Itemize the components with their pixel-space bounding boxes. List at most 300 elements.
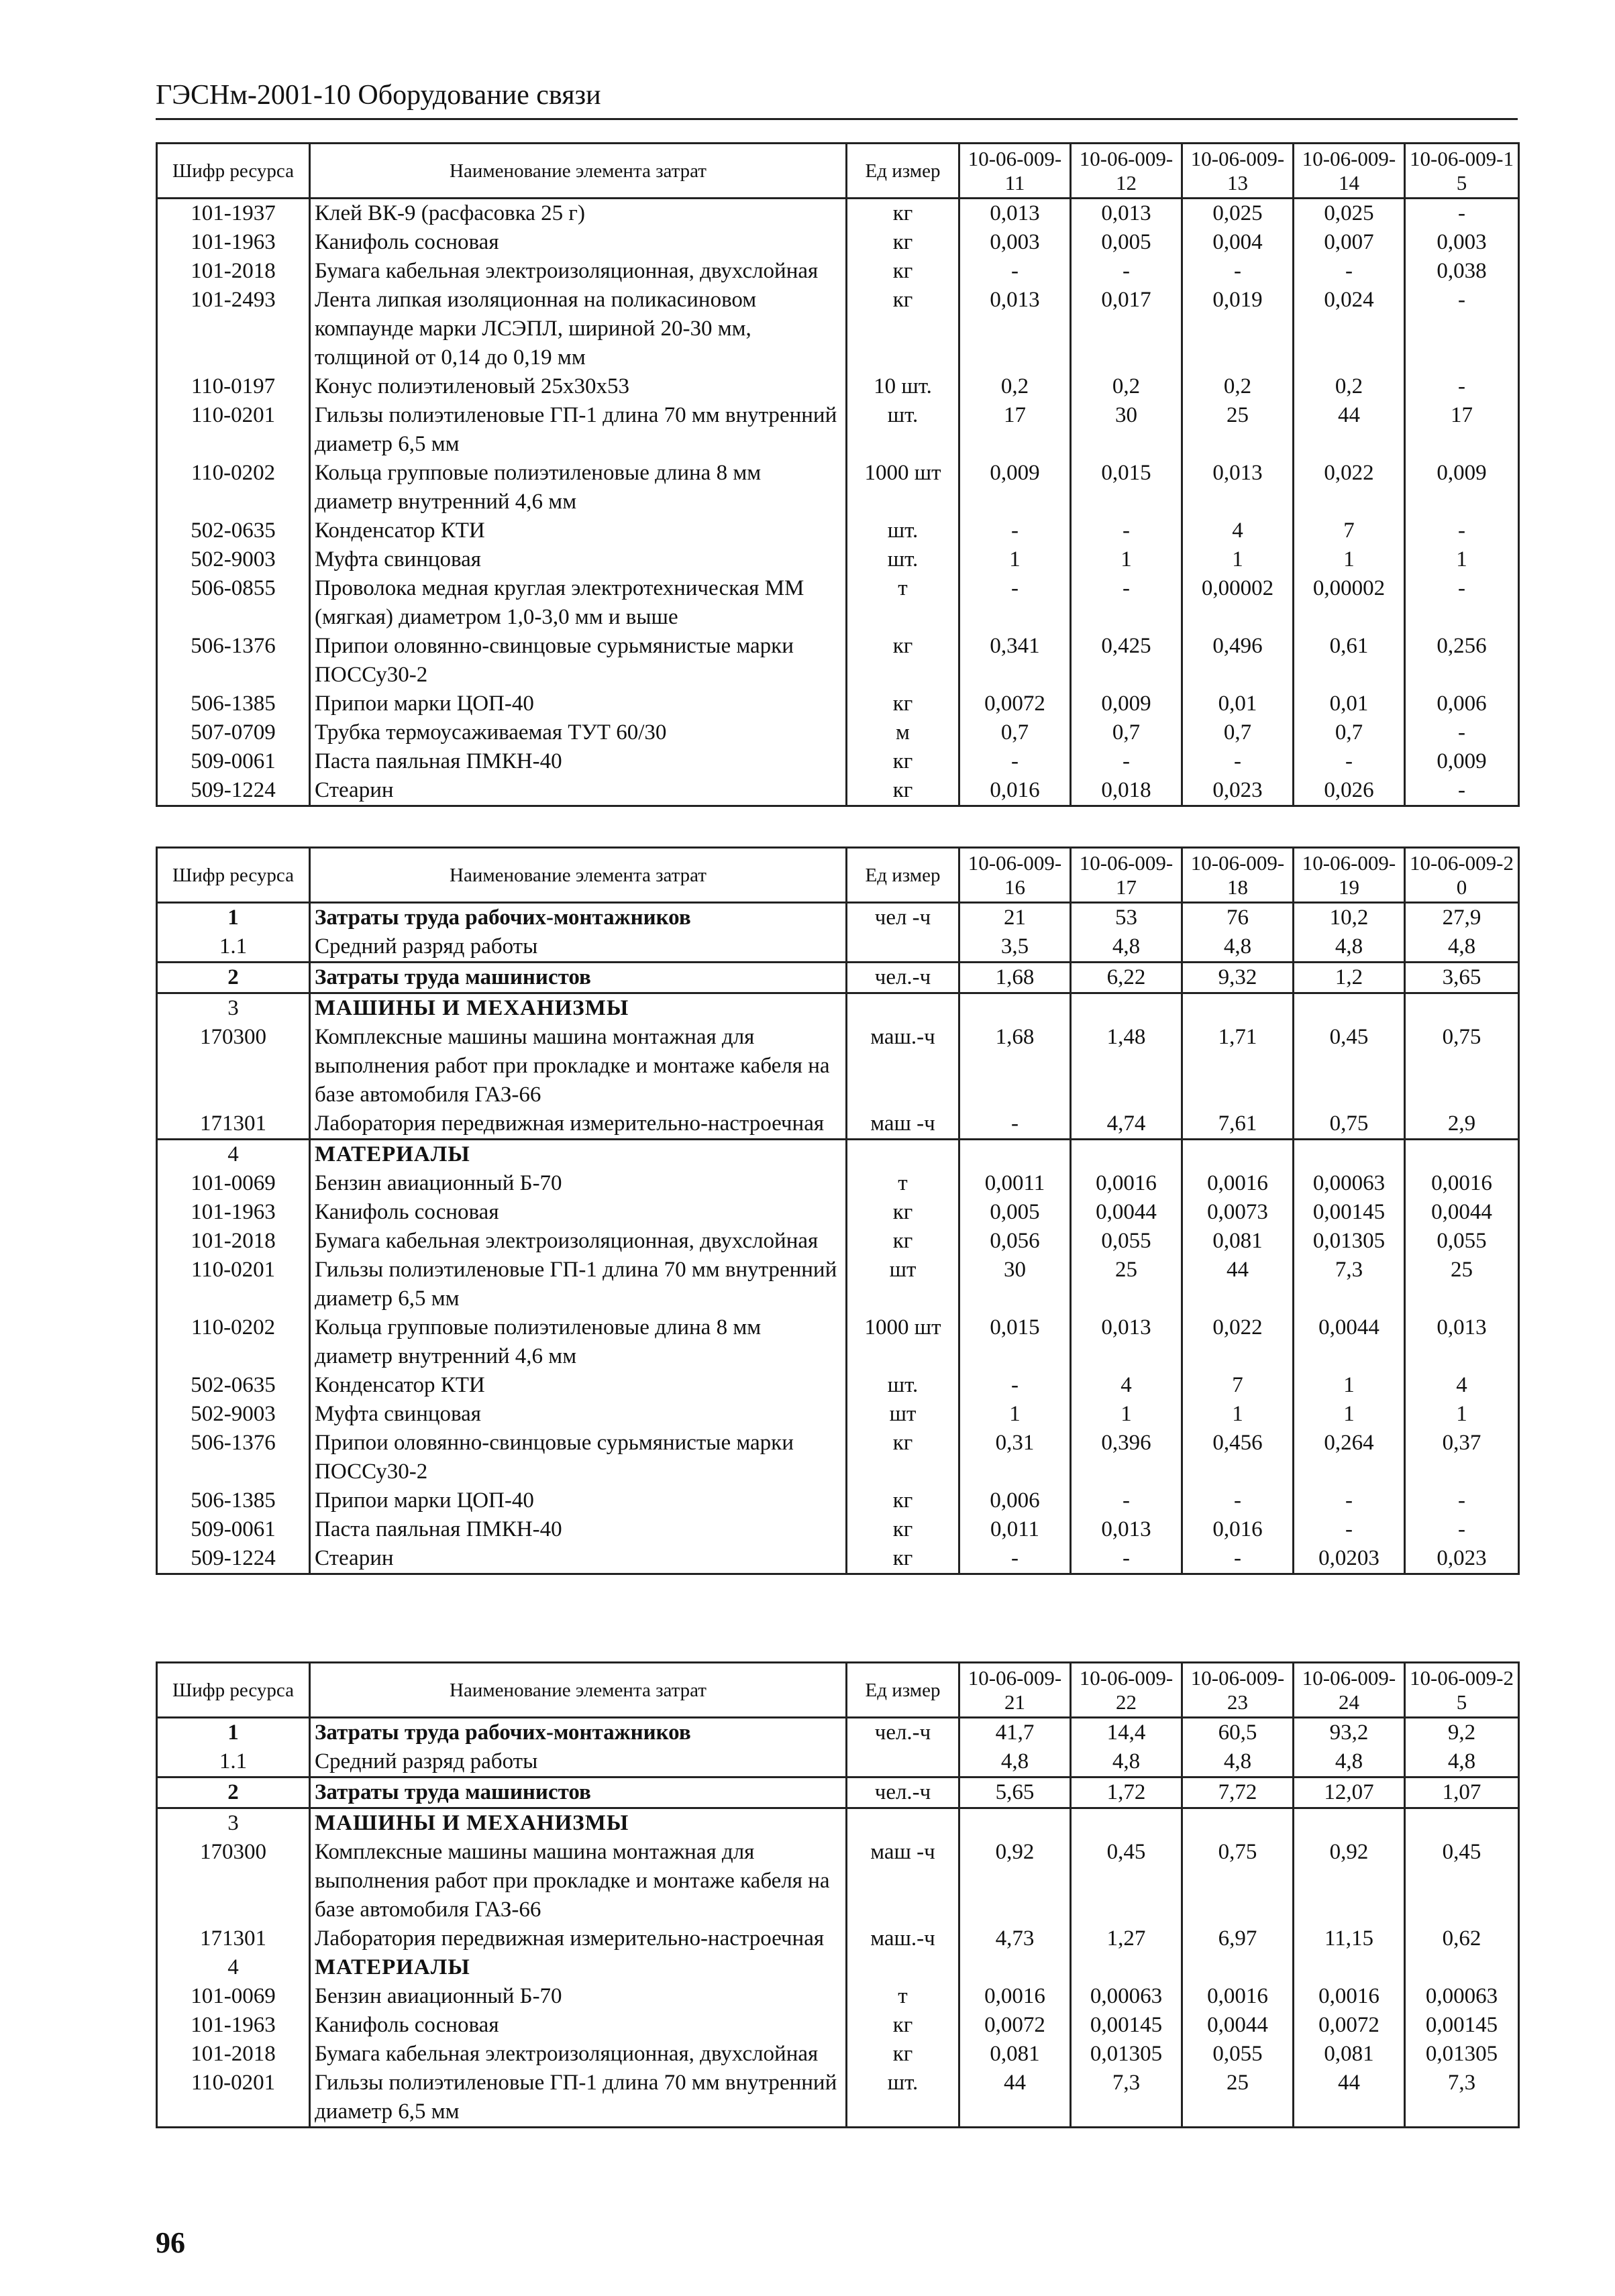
rate-value: 60,5 xyxy=(1182,1718,1294,1748)
table-row xyxy=(157,574,1519,632)
resource-code: 171301 xyxy=(157,1109,310,1140)
resource-code: 110-0202 xyxy=(157,459,310,516)
unit-of-measure: чел.-ч xyxy=(847,963,959,993)
unit-of-measure: маш.-ч xyxy=(847,1023,959,1109)
column-header-rate: 10-06-009-19 xyxy=(1294,848,1405,903)
unit-of-measure: кг xyxy=(847,632,959,690)
rate-value: 0,00002 xyxy=(1294,574,1405,632)
table-row xyxy=(157,1400,1519,1429)
cost-element-name: Лента липкая изоляционная на поликасиновом компаунде марки ЛСЭПЛ, шириной 20-30 мм, толщиной от 0,14 до 0,19 мм xyxy=(310,286,847,372)
rate-value: 4,8 xyxy=(1071,932,1182,963)
rate-value: 0,00063 xyxy=(1405,1982,1519,2011)
rate-value: 0,61 xyxy=(1294,632,1405,690)
table-row xyxy=(157,1227,1519,1256)
table-header-row xyxy=(157,1663,1519,1718)
cost-element-name: Муфта свинцовая xyxy=(310,545,847,574)
rate-value: 4,8 xyxy=(1071,1747,1182,1778)
rate-value: 0,026 xyxy=(1294,776,1405,806)
unit-of-measure: шт xyxy=(847,1400,959,1429)
rate-value: 0,013 xyxy=(1071,1515,1182,1544)
rate-value: 0,081 xyxy=(959,2040,1071,2069)
rate-value xyxy=(1405,993,1519,1024)
table-row xyxy=(157,1982,1519,2011)
rate-value: - xyxy=(1294,257,1405,286)
cost-element-name: Средний разряд работы xyxy=(310,1747,847,1778)
rate-value: - xyxy=(959,1109,1071,1140)
table-row xyxy=(157,1486,1519,1515)
rate-value xyxy=(1071,1808,1182,1839)
rate-value: 1,07 xyxy=(1405,1778,1519,1808)
unit-of-measure: кг xyxy=(847,1227,959,1256)
rate-value: - xyxy=(1405,286,1519,372)
rate-value: 76 xyxy=(1182,903,1294,933)
cost-element-name: Затраты труда рабочих-монтажников xyxy=(310,903,847,933)
rate-value: 0,015 xyxy=(959,1313,1071,1371)
table-row xyxy=(157,1838,1519,1924)
rate-value: 1 xyxy=(1071,1400,1182,1429)
rate-value: 17 xyxy=(1405,401,1519,459)
cost-element-name: Конденсатор КТИ xyxy=(310,516,847,545)
rate-value: - xyxy=(1071,516,1182,545)
unit-of-measure: кг xyxy=(847,199,959,229)
rate-value: - xyxy=(1405,199,1519,229)
rate-value: 0,009 xyxy=(1405,459,1519,516)
resource-table-2 xyxy=(156,846,1520,1575)
rate-value: 0,75 xyxy=(1294,1109,1405,1140)
rate-value: 0,018 xyxy=(1071,776,1182,806)
cost-element-name: Припои оловянно-свинцовые сурьмянистые марки ПОССу30-2 xyxy=(310,1429,847,1486)
resource-table-3 xyxy=(156,1661,1520,2128)
rate-value: 0,7 xyxy=(959,718,1071,747)
unit-of-measure: кг xyxy=(847,228,959,257)
unit-of-measure xyxy=(847,932,959,963)
resource-code: 101-1963 xyxy=(157,1198,310,1227)
resource-code: 509-0061 xyxy=(157,747,310,776)
rate-value: 4,8 xyxy=(1294,932,1405,963)
rate-value: 0,055 xyxy=(1405,1227,1519,1256)
rate-value: 0,025 xyxy=(1294,199,1405,229)
rate-value: 1 xyxy=(1294,1400,1405,1429)
resource-code: 101-1963 xyxy=(157,2011,310,2040)
resource-code: 110-0201 xyxy=(157,401,310,459)
unit-of-measure: чел -ч xyxy=(847,903,959,933)
resource-code: 1 xyxy=(157,1718,310,1748)
rate-value: - xyxy=(959,747,1071,776)
rate-value: - xyxy=(1182,1544,1294,1574)
rate-value: 21 xyxy=(959,903,1071,933)
unit-of-measure xyxy=(847,1808,959,1839)
table-row xyxy=(157,903,1519,933)
rate-value: 3,5 xyxy=(959,932,1071,963)
rate-value xyxy=(1405,1808,1519,1839)
resource-code: 101-1963 xyxy=(157,228,310,257)
cost-element-name: Комплексные машины машина монтажная для выполнения работ при прокладке и монтаже кабеля на базе автомобиля ГАЗ-66 xyxy=(310,1023,847,1109)
rate-value: 1 xyxy=(1294,545,1405,574)
rate-value: 25 xyxy=(1182,2069,1294,2128)
resource-code: 110-0201 xyxy=(157,2069,310,2128)
unit-of-measure: 1000 шт xyxy=(847,459,959,516)
rate-value: 0,396 xyxy=(1071,1429,1182,1486)
cost-element-name: Затраты труда машинистов xyxy=(310,963,847,993)
column-header-rate: 10-06-009-12 xyxy=(1071,144,1182,199)
column-header-rate: 10-06-009-16 xyxy=(959,848,1071,903)
rate-value xyxy=(959,993,1071,1024)
resource-code: 101-0069 xyxy=(157,1982,310,2011)
cost-element-name: Гильзы полиэтиленовые ГП-1 длина 70 мм внутренний диаметр 6,5 мм xyxy=(310,2069,847,2128)
unit-of-measure: т xyxy=(847,1169,959,1198)
rate-value: 0,022 xyxy=(1294,459,1405,516)
resource-code: 101-1937 xyxy=(157,199,310,229)
rate-value: 30 xyxy=(1071,401,1182,459)
resource-code: 110-0201 xyxy=(157,1256,310,1313)
rate-value: 0,92 xyxy=(1294,1838,1405,1924)
table-row xyxy=(157,2069,1519,2128)
rate-value: 1 xyxy=(1294,1371,1405,1400)
table-row xyxy=(157,459,1519,516)
unit-of-measure: кг xyxy=(847,2011,959,2040)
table-row xyxy=(157,2040,1519,2069)
resource-code: 1.1 xyxy=(157,932,310,963)
rate-value: 0,2 xyxy=(1071,372,1182,401)
rate-value: 4 xyxy=(1405,1371,1519,1400)
resource-code: 101-2493 xyxy=(157,286,310,372)
rate-value xyxy=(1405,1140,1519,1170)
column-header-name: Наименование элемента затрат xyxy=(310,144,847,199)
table-row xyxy=(157,1808,1519,1839)
rate-value: 0,0016 xyxy=(1071,1169,1182,1198)
rate-value: 0,92 xyxy=(959,1838,1071,1924)
rate-value: - xyxy=(1071,574,1182,632)
rate-value: 0,2 xyxy=(1294,372,1405,401)
resource-code: 3 xyxy=(157,1808,310,1839)
rate-value: 0,0073 xyxy=(1182,1198,1294,1227)
rate-value xyxy=(1182,1953,1294,1982)
rate-value: 4,74 xyxy=(1071,1109,1182,1140)
table-row xyxy=(157,1953,1519,1982)
rate-value: - xyxy=(1405,516,1519,545)
cost-element-name: Гильзы полиэтиленовые ГП-1 длина 70 мм внутренний диаметр 6,5 мм xyxy=(310,401,847,459)
cost-element-name: Паста паяльная ПМКН-40 xyxy=(310,1515,847,1544)
rate-value xyxy=(1182,993,1294,1024)
rate-value: 44 xyxy=(959,2069,1071,2128)
rate-value: 0,009 xyxy=(1405,747,1519,776)
rate-value: 1 xyxy=(1182,545,1294,574)
rate-value: 2,9 xyxy=(1405,1109,1519,1140)
rate-value: 0,025 xyxy=(1182,199,1294,229)
resource-code: 2 xyxy=(157,963,310,993)
rate-value: 7,72 xyxy=(1182,1778,1294,1808)
rate-value: 7,3 xyxy=(1294,1256,1405,1313)
rate-value xyxy=(1294,1953,1405,1982)
unit-of-measure: т xyxy=(847,574,959,632)
rate-value: 0,7 xyxy=(1071,718,1182,747)
rate-value: 6,97 xyxy=(1182,1924,1294,1953)
rate-value: 0,00063 xyxy=(1071,1982,1182,2011)
rate-value: 9,32 xyxy=(1182,963,1294,993)
rate-value xyxy=(959,1953,1071,1982)
cost-element-name: Средний разряд работы xyxy=(310,932,847,963)
cost-element-name: Стеарин xyxy=(310,776,847,806)
rate-value: 0,009 xyxy=(959,459,1071,516)
rate-value: 0,341 xyxy=(959,632,1071,690)
resource-code: 170300 xyxy=(157,1023,310,1109)
unit-of-measure: 10 шт. xyxy=(847,372,959,401)
table-row xyxy=(157,690,1519,718)
rate-value: 1,72 xyxy=(1071,1778,1182,1808)
table-header-row xyxy=(157,144,1519,199)
column-header-unit: Ед измер xyxy=(847,144,959,199)
rate-value: 0,005 xyxy=(959,1198,1071,1227)
table-row xyxy=(157,1544,1519,1574)
table-row xyxy=(157,1256,1519,1313)
rate-value: 1,27 xyxy=(1071,1924,1182,1953)
table-row xyxy=(157,932,1519,963)
resource-code: 3 xyxy=(157,993,310,1024)
table-row xyxy=(157,718,1519,747)
rate-value: 0,7 xyxy=(1294,718,1405,747)
rate-value: 0,013 xyxy=(1182,459,1294,516)
rate-value: 0,015 xyxy=(1071,459,1182,516)
table-row xyxy=(157,747,1519,776)
rate-value: 1 xyxy=(1405,545,1519,574)
unit-of-measure: кг xyxy=(847,1486,959,1515)
resource-table-1 xyxy=(156,142,1520,807)
cost-element-name: Гильзы полиэтиленовые ГП-1 длина 70 мм внутренний диаметр 6,5 мм xyxy=(310,1256,847,1313)
resource-code: 506-1376 xyxy=(157,632,310,690)
rate-value: 0,006 xyxy=(959,1486,1071,1515)
resource-code: 110-0197 xyxy=(157,372,310,401)
resource-code: 101-2018 xyxy=(157,1227,310,1256)
rate-value: 0,055 xyxy=(1071,1227,1182,1256)
column-header-rate: 10-06-009-25 xyxy=(1405,1663,1519,1718)
cost-element-name: МАШИНЫ И МЕХАНИЗМЫ xyxy=(310,993,847,1024)
rate-value: - xyxy=(1294,1486,1405,1515)
table-row xyxy=(157,1109,1519,1140)
rate-value: 6,22 xyxy=(1071,963,1182,993)
rate-value: 0,023 xyxy=(1405,1544,1519,1574)
rate-value: 0,456 xyxy=(1182,1429,1294,1486)
column-header-rate: 10-06-009-20 xyxy=(1405,848,1519,903)
rate-value: 1 xyxy=(959,1400,1071,1429)
rate-value: 0,005 xyxy=(1071,228,1182,257)
cost-element-name: Паста паяльная ПМКН-40 xyxy=(310,747,847,776)
unit-of-measure: шт. xyxy=(847,401,959,459)
unit-of-measure: 1000 шт xyxy=(847,1313,959,1371)
rate-value: 0,0016 xyxy=(1405,1169,1519,1198)
rate-value: 0,00145 xyxy=(1405,2011,1519,2040)
cost-element-name: Припои марки ЦОП-40 xyxy=(310,1486,847,1515)
rate-value: 0,023 xyxy=(1182,776,1294,806)
column-header-unit: Ед измер xyxy=(847,848,959,903)
cost-element-name: Припои оловянно-свинцовые сурьмянистые марки ПОССу30-2 xyxy=(310,632,847,690)
cost-element-name: Канифоль сосновая xyxy=(310,1198,847,1227)
cost-element-name: Затраты труда машинистов xyxy=(310,1778,847,1808)
resource-code: 101-2018 xyxy=(157,257,310,286)
cost-element-name: МАТЕРИАЛЫ xyxy=(310,1953,847,1982)
rate-value: 7 xyxy=(1294,516,1405,545)
rate-value: - xyxy=(1405,718,1519,747)
table-row xyxy=(157,1718,1519,1748)
column-header-name: Наименование элемента затрат xyxy=(310,848,847,903)
cost-element-name: Клей ВК-9 (расфасовка 25 г) xyxy=(310,199,847,229)
unit-of-measure: кг xyxy=(847,1429,959,1486)
rate-value: 25 xyxy=(1182,401,1294,459)
rate-value: 0,056 xyxy=(959,1227,1071,1256)
rate-value: 4 xyxy=(1071,1371,1182,1400)
rate-value: 7,3 xyxy=(1405,2069,1519,2128)
rate-value: 0,00145 xyxy=(1071,2011,1182,2040)
rate-value: 0,45 xyxy=(1071,1838,1182,1924)
table-row xyxy=(157,1371,1519,1400)
table-row xyxy=(157,1198,1519,1227)
table-row xyxy=(157,2011,1519,2040)
column-header-rate: 10-06-009-23 xyxy=(1182,1663,1294,1718)
rate-value: 0,01305 xyxy=(1071,2040,1182,2069)
table-row xyxy=(157,1747,1519,1778)
rate-value xyxy=(1071,1140,1182,1170)
rate-value: 0,055 xyxy=(1182,2040,1294,2069)
rate-value: 0,2 xyxy=(959,372,1071,401)
column-header-rate: 10-06-009-15 xyxy=(1405,144,1519,199)
rate-value: 0,0044 xyxy=(1405,1198,1519,1227)
rate-value: - xyxy=(1071,1486,1182,1515)
rate-value: 0,0044 xyxy=(1071,1198,1182,1227)
rate-value: 1,68 xyxy=(959,1023,1071,1109)
resource-code: 502-0635 xyxy=(157,1371,310,1400)
rate-value xyxy=(1405,1953,1519,1982)
table-row xyxy=(157,632,1519,690)
page-number: 96 xyxy=(156,2226,185,2259)
table-row xyxy=(157,1924,1519,1953)
cost-element-name: Бумага кабельная электроизоляционная, двухслойная xyxy=(310,1227,847,1256)
cost-element-name: Конус полиэтиленовый 25х30х53 xyxy=(310,372,847,401)
unit-of-measure xyxy=(847,1953,959,1982)
resource-code: 509-1224 xyxy=(157,776,310,806)
rate-value: 0,01305 xyxy=(1405,2040,1519,2069)
rate-value xyxy=(959,1808,1071,1839)
rate-value: 44 xyxy=(1294,2069,1405,2128)
cost-element-name: Проволока медная круглая электротехническая ММ (мягкая) диаметром 1,0-3,0 мм и выше xyxy=(310,574,847,632)
rate-value: 11,15 xyxy=(1294,1924,1405,1953)
rate-value: 7,3 xyxy=(1071,2069,1182,2128)
resource-code: 4 xyxy=(157,1140,310,1170)
rate-value: 25 xyxy=(1405,1256,1519,1313)
rate-value: 4 xyxy=(1182,516,1294,545)
rate-value: 0,75 xyxy=(1405,1023,1519,1109)
rate-value: - xyxy=(1294,1515,1405,1544)
resource-code: 171301 xyxy=(157,1924,310,1953)
unit-of-measure xyxy=(847,1747,959,1778)
rate-value: 7 xyxy=(1182,1371,1294,1400)
rate-value: - xyxy=(959,516,1071,545)
column-header-unit: Ед измер xyxy=(847,1663,959,1718)
rate-value: - xyxy=(959,257,1071,286)
rate-value: 5,65 xyxy=(959,1778,1071,1808)
rate-value: 0,425 xyxy=(1071,632,1182,690)
resource-code: 506-1385 xyxy=(157,1486,310,1515)
rate-value: 25 xyxy=(1071,1256,1182,1313)
column-header-rate: 10-06-009-13 xyxy=(1182,144,1294,199)
rate-value: 0,256 xyxy=(1405,632,1519,690)
unit-of-measure: шт. xyxy=(847,516,959,545)
rate-value: 0,003 xyxy=(959,228,1071,257)
rate-value: 0,0072 xyxy=(1294,2011,1405,2040)
unit-of-measure: шт xyxy=(847,1256,959,1313)
column-header-rate: 10-06-009-14 xyxy=(1294,144,1405,199)
rate-value: 0,0016 xyxy=(1182,1169,1294,1198)
resource-code: 2 xyxy=(157,1778,310,1808)
rate-value: 0,31 xyxy=(959,1429,1071,1486)
rate-value: 1 xyxy=(959,545,1071,574)
resource-code: 101-0069 xyxy=(157,1169,310,1198)
rate-value: 0,024 xyxy=(1294,286,1405,372)
unit-of-measure: кг xyxy=(847,1515,959,1544)
cost-element-name: Муфта свинцовая xyxy=(310,1400,847,1429)
rate-value: 0,017 xyxy=(1071,286,1182,372)
rate-value: 0,0072 xyxy=(959,690,1071,718)
rate-value: - xyxy=(1405,1486,1519,1515)
resource-code: 509-0061 xyxy=(157,1515,310,1544)
rate-value: 93,2 xyxy=(1294,1718,1405,1748)
rate-value: 0,45 xyxy=(1294,1023,1405,1109)
rate-value xyxy=(1294,1140,1405,1170)
table-row xyxy=(157,1778,1519,1808)
rate-value xyxy=(959,1140,1071,1170)
unit-of-measure: кг xyxy=(847,1198,959,1227)
cost-element-name: Кольца групповые полиэтиленовые длина 8 мм диаметр внутренний 4,6 мм xyxy=(310,459,847,516)
column-header-rate: 10-06-009-17 xyxy=(1071,848,1182,903)
rate-value: 41,7 xyxy=(959,1718,1071,1748)
rate-value: 0,011 xyxy=(959,1515,1071,1544)
rate-value: 4,8 xyxy=(1182,932,1294,963)
rate-value: - xyxy=(1182,747,1294,776)
rate-value xyxy=(1182,1140,1294,1170)
resource-code: 502-9003 xyxy=(157,1400,310,1429)
rate-value: 0,2 xyxy=(1182,372,1294,401)
unit-of-measure: кг xyxy=(847,776,959,806)
rate-value: 0,01 xyxy=(1294,690,1405,718)
unit-of-measure: кг xyxy=(847,1544,959,1574)
rate-value: 0,0044 xyxy=(1182,2011,1294,2040)
rate-value: 4,8 xyxy=(1405,932,1519,963)
table-row xyxy=(157,286,1519,372)
cost-element-name: Трубка термоусаживаемая ТУТ 60/30 xyxy=(310,718,847,747)
column-header-name: Наименование элемента затрат xyxy=(310,1663,847,1718)
rate-value: - xyxy=(959,574,1071,632)
unit-of-measure: кг xyxy=(847,690,959,718)
rate-value: - xyxy=(959,1544,1071,1574)
rate-value: 0,01305 xyxy=(1294,1227,1405,1256)
rate-value: 4,8 xyxy=(1405,1747,1519,1778)
rate-value: 0,0044 xyxy=(1294,1313,1405,1371)
rate-value: 0,37 xyxy=(1405,1429,1519,1486)
rate-value: 0,62 xyxy=(1405,1924,1519,1953)
resource-code: 1 xyxy=(157,903,310,933)
unit-of-measure: чел.-ч xyxy=(847,1718,959,1748)
table-row xyxy=(157,776,1519,806)
column-header-code: Шифр ресурса xyxy=(157,1663,310,1718)
rate-value: - xyxy=(1182,1486,1294,1515)
rate-value: 0,007 xyxy=(1294,228,1405,257)
unit-of-measure: кг xyxy=(847,286,959,372)
rate-value: - xyxy=(1405,776,1519,806)
resource-code: 506-1385 xyxy=(157,690,310,718)
page-header: ГЭСНм-2001-10 Оборудование связи xyxy=(156,75,1518,120)
cost-element-name: МАТЕРИАЛЫ xyxy=(310,1140,847,1170)
rate-value: 0,004 xyxy=(1182,228,1294,257)
table-row xyxy=(157,1140,1519,1170)
resource-code: 506-1376 xyxy=(157,1429,310,1486)
